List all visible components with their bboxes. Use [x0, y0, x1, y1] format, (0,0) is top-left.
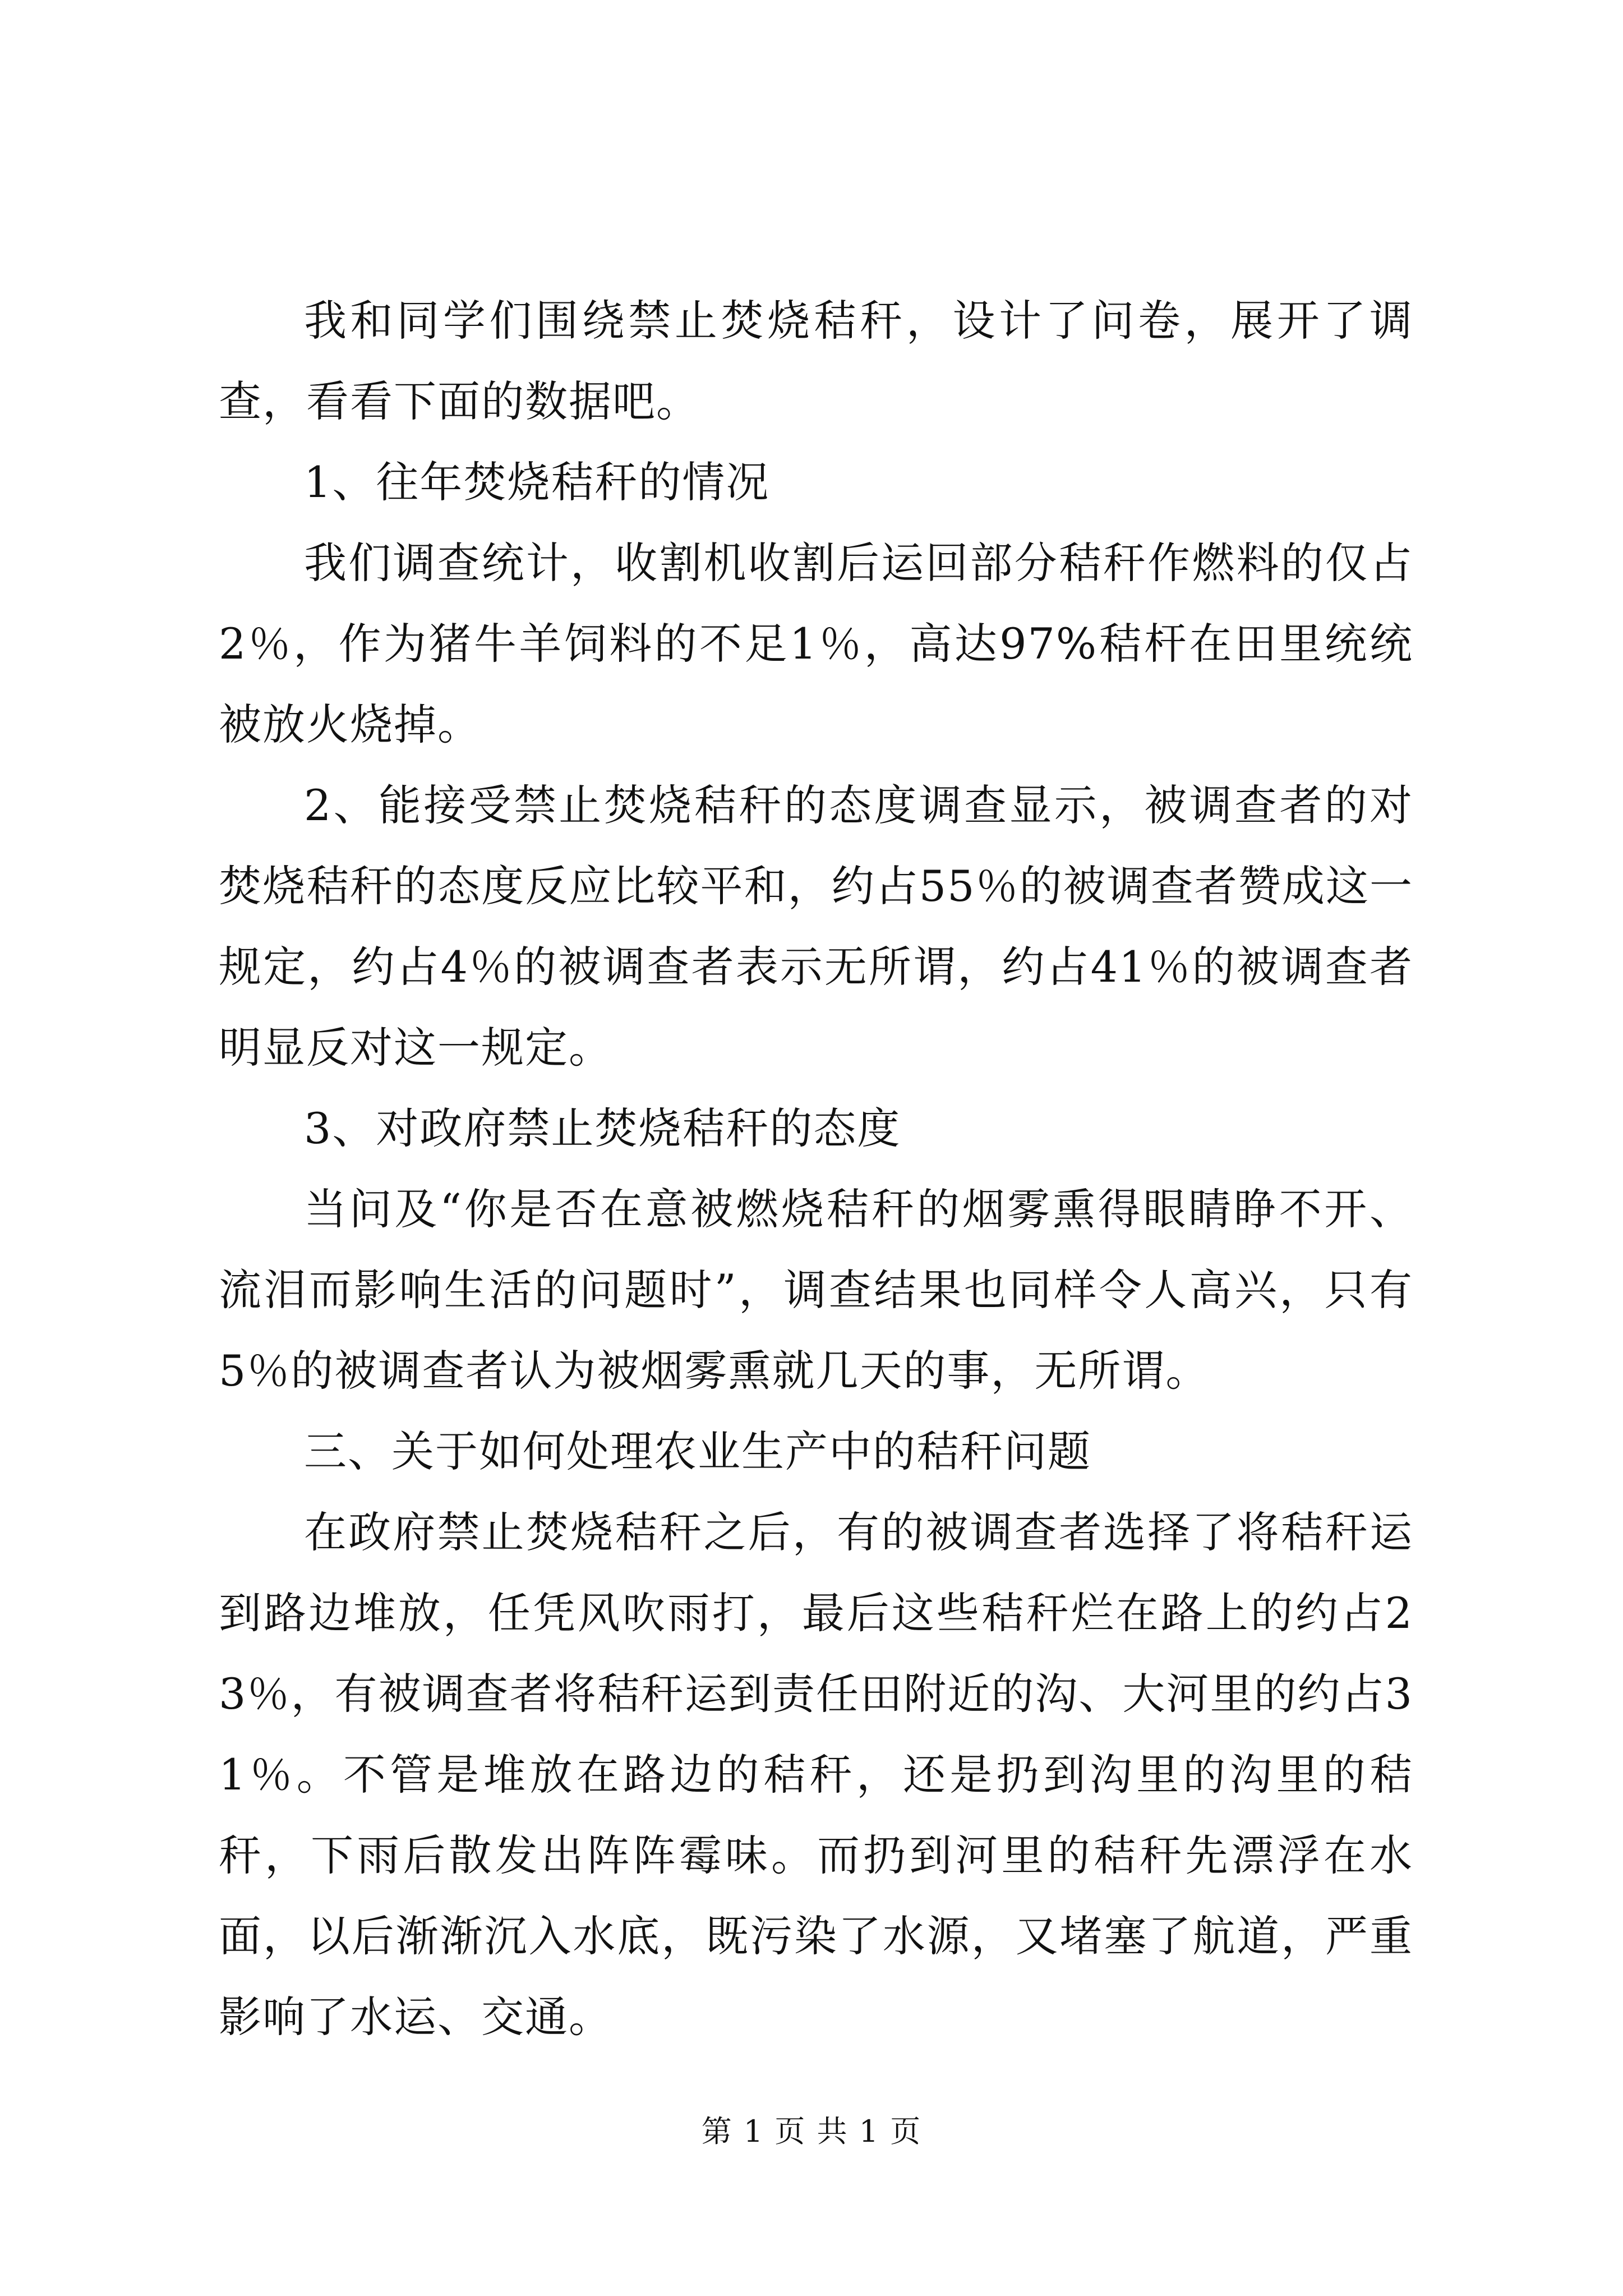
paragraph-attitude-survey: 2、能接受禁止焚烧秸秆的态度调查显示，被调查者的对焚烧秸秆的态度反应比较平和，约占55％的被调查者赞成这一规定，约占4％的被调查者表示无所谓，约占41％的被调查者明显反对这一规定。: [219, 780, 1413, 1073]
page-number-footer: 第 1 页 共 1 页: [701, 2114, 922, 2149]
document-body: [219, 280, 1413, 2058]
paragraph-intro: 我和同学们围绕禁止焚烧秸秆，设计了问卷，展开了调查，看看下面的数据吧。: [219, 296, 1413, 426]
section-heading-government-ban: 3、对政府禁止焚烧秸秆的态度: [304, 1103, 901, 1153]
section-heading-past-burning: 1、往年焚烧秸秆的情况: [304, 457, 770, 507]
section-heading-straw-handling: 三、关于如何处理农业生产中的秸秆问题: [304, 1427, 1091, 1476]
paragraph-smoke-question: 当问及“你是否在意被燃烧秸秆的烟雾熏得眼睛睁不开、流泪而影响生活的问题时”，调查结果也同样令人高兴，只有5％的被调查者认为被烟雾熏就几天的事，无所谓。: [219, 1184, 1413, 1396]
paragraph-past-burning-stats: 我们调查统计，收割机收割后运回部分秸秆作燃料的仅占2％，作为猪牛羊饲料的不足1％，高达97%秸杆在田里统统被放火烧掉。: [219, 538, 1413, 749]
paragraph-straw-handling: 在政府禁止焚烧秸秆之后，有的被调查者选择了将秸秆运到路边堆放，任凭风吹雨打，最后这些秸秆烂在路上的约占23％，有被调查者将秸秆运到责任田附近的沟、大河里的约占31％。不管是堆放在路边的秸秆，还是扔到沟里的沟里的秸秆，下雨后散发出阵阵霉味。而扔到河里的秸秆先漂浮在水面，以后渐渐沉入水底，既污染了水源，又堵塞了航道，严重影响了水运、交通。: [219, 1507, 1413, 2042]
